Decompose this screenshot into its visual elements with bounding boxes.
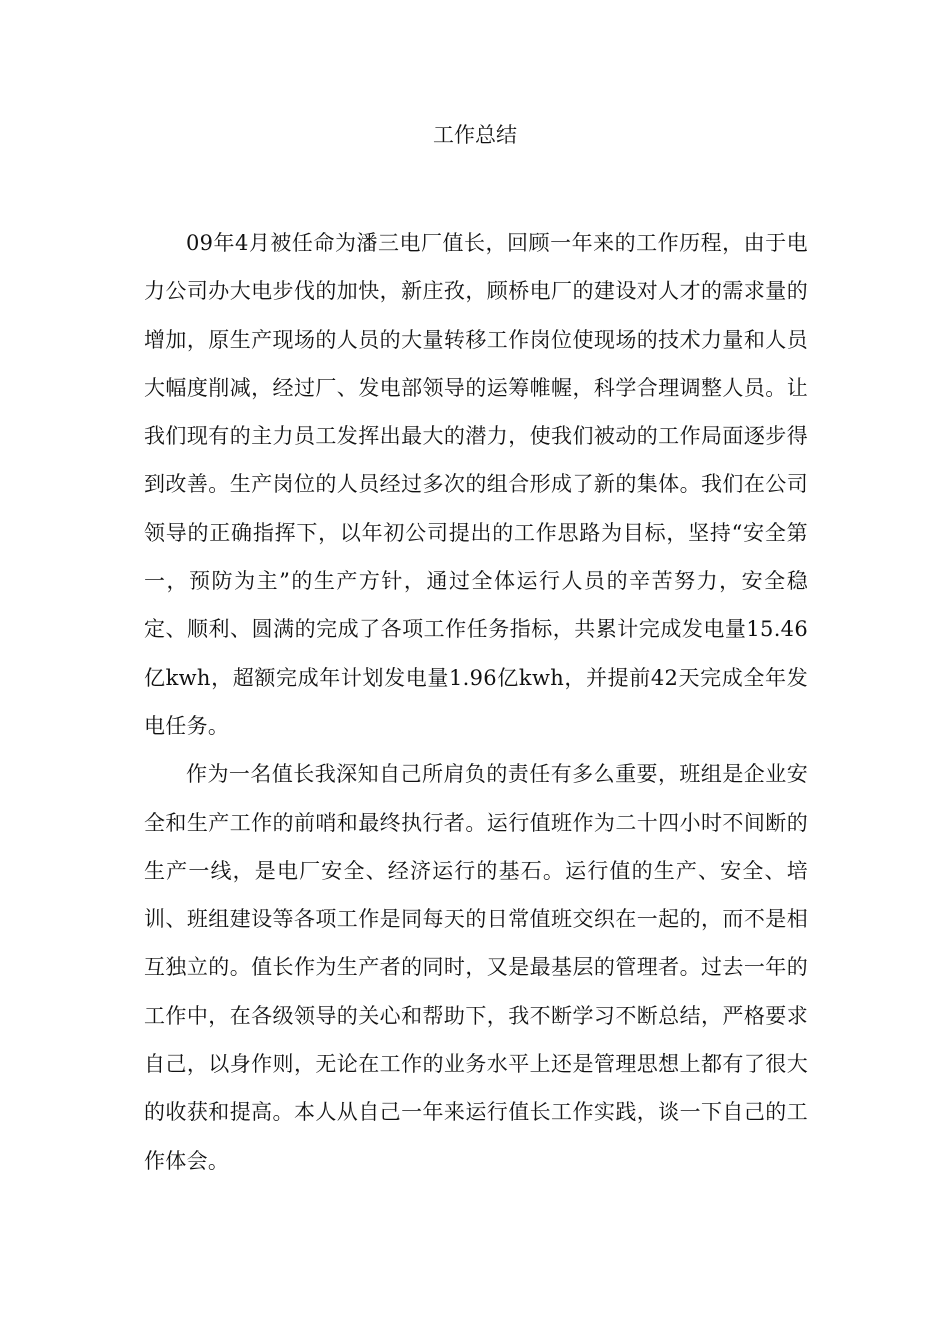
paragraph: 09年4月被任命为潘三电厂值长，回顾一年来的工作历程，由于电力公司办大电步伐的加快，新庄孜，顾桥电厂的建设对人才的需求量的增加，原生产现场的人员的大量转移工作岗位使现场的技术力量和人员大幅度削减，经过厂、发电部领导的运筹帷幄，科学合理调整人员。让我们现有的主力员工发挥出最大的潜力，使我们被动的工作局面逐步得到改善。生产岗位的人员经过多次的组合形成了新的集体。我们在公司领导的正确指挥下，以年初公司提出的工作思路为目标，坚持“安全第一，预防为主”的生产方针，通过全体运行人员的辛苦努力，安全稳定、顺利、圆满的完成了各项工作任务指标，共累计完成发电量15.46亿kwh，超额完成年计划发电量1.96亿kwh，并提前42天完成全年发电任务。 [144, 231, 808, 738]
paragraph: 作为一名值长我深知自己所肩负的责任有多么重要，班组是企业安全和生产工作的前哨和最终执行者。运行值班作为二十四小时不间断的生产一线，是电厂安全、经济运行的基石。运行值的生产、安全、培训、班组建设等各项工作是同每天的日常值班交织在一起的，而不是相互独立的。值长作为生产者的同时，又是最基层的管理者。过去一年的工作中，在各级领导的关心和帮助下，我不断学习不断总结，严格要求自己，以身作则，无论在工作的业务水平上还是管理思想上都有了很大的收获和提高。本人从自己一年来运行值长工作实践，谈一下自己的工作体会。 [144, 762, 808, 1173]
document-title: 工作总结 [433, 123, 517, 147]
document-body [144, 219, 808, 1185]
